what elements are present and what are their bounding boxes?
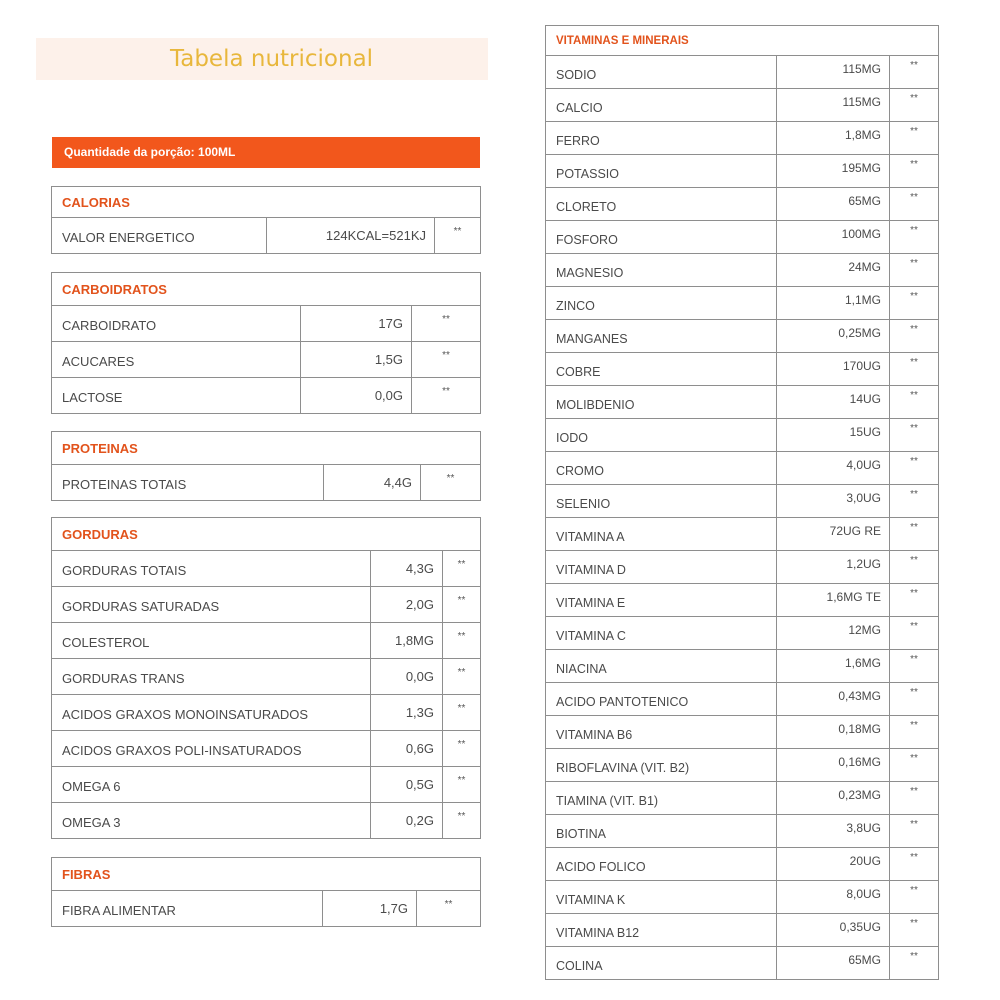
nutrient-value: 3,8UG — [777, 815, 890, 848]
nutrient-value: 24MG — [777, 254, 890, 287]
nutrient-value: 2,0G — [371, 587, 443, 623]
daily-value-ref: ** — [890, 848, 939, 881]
daily-value-ref: ** — [890, 749, 939, 782]
nutrient-name: COLESTEROL — [52, 623, 371, 659]
daily-value-ref: ** — [435, 218, 481, 254]
nutrient-value: 0,16MG — [777, 749, 890, 782]
nutrient-row — [546, 650, 939, 683]
nutrient-value: 15UG — [777, 419, 890, 452]
daily-value-ref: ** — [890, 518, 939, 551]
daily-value-ref: ** — [890, 584, 939, 617]
nutrient-name: RIBOFLAVINA (VIT. B2) — [546, 749, 777, 782]
nutrient-row — [52, 551, 481, 587]
daily-value-ref: ** — [890, 716, 939, 749]
daily-value-ref: ** — [890, 815, 939, 848]
daily-value-ref: ** — [890, 56, 939, 89]
nutrient-row — [546, 914, 939, 947]
nutrient-row — [546, 122, 939, 155]
vitaminas-section-title: VITAMINAS E MINERAIS — [546, 26, 939, 56]
nutrient-value: 0,43MG — [777, 683, 890, 716]
nutrient-row — [52, 695, 481, 731]
daily-value-ref: ** — [890, 287, 939, 320]
daily-value-ref: ** — [890, 122, 939, 155]
nutrient-row — [546, 386, 939, 419]
nutrient-row — [546, 254, 939, 287]
nutrient-name: TIAMINA (VIT. B1) — [546, 782, 777, 815]
nutrient-row — [546, 89, 939, 122]
daily-value-ref: ** — [443, 731, 481, 767]
nutrient-row — [546, 485, 939, 518]
nutrient-row — [546, 188, 939, 221]
nutrient-row — [546, 56, 939, 89]
nutrient-name: CALCIO — [546, 89, 777, 122]
nutrient-name: OMEGA 6 — [52, 767, 371, 803]
proteinas-section-title: PROTEINAS — [52, 432, 481, 465]
nutrient-value: 72UG RE — [777, 518, 890, 551]
nutrient-name: SELENIO — [546, 485, 777, 518]
daily-value-ref: ** — [890, 221, 939, 254]
nutrient-name: ACIDOS GRAXOS POLI-INSATURADOS — [52, 731, 371, 767]
carboidratos-table — [51, 272, 481, 414]
daily-value-ref: ** — [890, 782, 939, 815]
nutrient-value: 1,5G — [301, 342, 412, 378]
nutrient-row — [52, 306, 481, 342]
daily-value-ref: ** — [443, 623, 481, 659]
daily-value-ref: ** — [890, 89, 939, 122]
daily-value-ref: ** — [443, 803, 481, 839]
nutrient-value: 0,23MG — [777, 782, 890, 815]
daily-value-ref: ** — [443, 587, 481, 623]
fibras-section-title: FIBRAS — [52, 858, 481, 891]
nutrient-value: 1,8MG — [371, 623, 443, 659]
nutrient-value: 8,0UG — [777, 881, 890, 914]
nutrient-value: 1,8MG — [777, 122, 890, 155]
nutrient-row — [546, 881, 939, 914]
daily-value-ref: ** — [443, 659, 481, 695]
nutrient-row — [52, 587, 481, 623]
nutrient-value: 0,18MG — [777, 716, 890, 749]
daily-value-ref: ** — [890, 485, 939, 518]
nutrient-row — [546, 947, 939, 980]
nutrient-name: VITAMINA B6 — [546, 716, 777, 749]
nutrient-row — [52, 342, 481, 378]
nutrient-name: POTASSIO — [546, 155, 777, 188]
nutrient-name: FIBRA ALIMENTAR — [52, 891, 323, 927]
nutrient-value: 124KCAL=521KJ — [267, 218, 435, 254]
daily-value-ref: ** — [443, 767, 481, 803]
daily-value-ref: ** — [412, 342, 481, 378]
nutrient-row — [546, 815, 939, 848]
nutrient-name: FERRO — [546, 122, 777, 155]
nutrient-row — [52, 803, 481, 839]
nutrient-value: 4,0UG — [777, 452, 890, 485]
nutrient-name: GORDURAS SATURADAS — [52, 587, 371, 623]
nutrient-value: 65MG — [777, 947, 890, 980]
nutrient-name: CLORETO — [546, 188, 777, 221]
nutrient-value: 12MG — [777, 617, 890, 650]
nutrient-value: 4,4G — [324, 465, 421, 501]
daily-value-ref: ** — [443, 695, 481, 731]
nutrient-row — [546, 716, 939, 749]
nutrient-value: 20UG — [777, 848, 890, 881]
nutrient-value: 1,1MG — [777, 287, 890, 320]
nutrient-name: NIACINA — [546, 650, 777, 683]
calorias-section-title: CALORIAS — [52, 187, 481, 218]
nutrient-value: 65MG — [777, 188, 890, 221]
nutrient-name: VITAMINA D — [546, 551, 777, 584]
nutrient-value: 1,6MG — [777, 650, 890, 683]
nutrient-row — [52, 623, 481, 659]
nutrient-name: BIOTINA — [546, 815, 777, 848]
daily-value-ref: ** — [412, 306, 481, 342]
nutrient-row — [546, 848, 939, 881]
nutrient-name: FOSFORO — [546, 221, 777, 254]
nutrient-name: MANGANES — [546, 320, 777, 353]
nutrient-value: 17G — [301, 306, 412, 342]
fibras-table — [51, 857, 481, 927]
nutrient-row — [546, 419, 939, 452]
carboidratos-section-title: CARBOIDRATOS — [52, 273, 481, 306]
nutrient-value: 3,0UG — [777, 485, 890, 518]
daily-value-ref: ** — [890, 881, 939, 914]
nutrient-value: 0,2G — [371, 803, 443, 839]
daily-value-ref: ** — [412, 378, 481, 414]
nutrient-row — [546, 452, 939, 485]
nutrient-value: 14UG — [777, 386, 890, 419]
nutrient-row — [52, 659, 481, 695]
nutrient-row — [52, 891, 481, 927]
nutrient-value: 0,0G — [301, 378, 412, 414]
nutrient-name: IODO — [546, 419, 777, 452]
daily-value-ref: ** — [890, 650, 939, 683]
nutrient-name: ACIDO FOLICO — [546, 848, 777, 881]
nutrient-name: VALOR ENERGETICO — [52, 218, 267, 254]
proteinas-table — [51, 431, 481, 501]
nutrient-row — [546, 749, 939, 782]
nutrient-value: 100MG — [777, 221, 890, 254]
nutrient-row — [546, 221, 939, 254]
nutrient-row — [546, 617, 939, 650]
nutrient-name: COBRE — [546, 353, 777, 386]
nutrient-value: 1,7G — [323, 891, 417, 927]
nutrient-value: 4,3G — [371, 551, 443, 587]
daily-value-ref: ** — [421, 465, 481, 501]
nutrient-name: CARBOIDRATO — [52, 306, 301, 342]
nutrient-value: 115MG — [777, 56, 890, 89]
daily-value-ref: ** — [890, 254, 939, 287]
nutrient-row — [52, 218, 481, 254]
nutrient-row — [546, 518, 939, 551]
nutrient-name: VITAMINA B12 — [546, 914, 777, 947]
nutrient-name: PROTEINAS TOTAIS — [52, 465, 324, 501]
gorduras-table — [51, 517, 481, 839]
nutrient-name: CROMO — [546, 452, 777, 485]
nutrient-row — [546, 584, 939, 617]
nutrient-row — [52, 378, 481, 414]
gorduras-section-title: GORDURAS — [52, 518, 481, 551]
portion-banner: Quantidade da porção: 100ML — [52, 137, 480, 168]
nutrient-name: VITAMINA C — [546, 617, 777, 650]
nutrient-row — [546, 320, 939, 353]
nutrient-row — [546, 287, 939, 320]
nutrient-row — [546, 551, 939, 584]
daily-value-ref: ** — [443, 551, 481, 587]
nutrient-name: GORDURAS TOTAIS — [52, 551, 371, 587]
nutrient-name: MAGNESIO — [546, 254, 777, 287]
daily-value-ref: ** — [890, 617, 939, 650]
daily-value-ref: ** — [417, 891, 481, 927]
nutrient-value: 115MG — [777, 89, 890, 122]
daily-value-ref: ** — [890, 947, 939, 980]
daily-value-ref: ** — [890, 683, 939, 716]
nutrient-value: 0,25MG — [777, 320, 890, 353]
nutrient-row — [52, 767, 481, 803]
daily-value-ref: ** — [890, 551, 939, 584]
daily-value-ref: ** — [890, 353, 939, 386]
nutrient-value: 0,5G — [371, 767, 443, 803]
nutrient-value: 0,35UG — [777, 914, 890, 947]
nutrient-name: MOLIBDENIO — [546, 386, 777, 419]
nutrient-value: 1,6MG TE — [777, 584, 890, 617]
calorias-table — [51, 186, 481, 254]
nutrient-name: COLINA — [546, 947, 777, 980]
nutrient-name: ACUCARES — [52, 342, 301, 378]
page-title: Tabela nutricional — [170, 46, 374, 72]
nutrient-name: ACIDO PANTOTENICO — [546, 683, 777, 716]
daily-value-ref: ** — [890, 155, 939, 188]
daily-value-ref: ** — [890, 452, 939, 485]
nutrient-row — [52, 465, 481, 501]
nutrient-value: 1,2UG — [777, 551, 890, 584]
daily-value-ref: ** — [890, 188, 939, 221]
nutrient-row — [546, 155, 939, 188]
nutrient-value: 170UG — [777, 353, 890, 386]
nutrient-value: 1,3G — [371, 695, 443, 731]
daily-value-ref: ** — [890, 320, 939, 353]
nutrient-value: 0,6G — [371, 731, 443, 767]
nutrient-row — [546, 353, 939, 386]
nutrient-value: 195MG — [777, 155, 890, 188]
vitaminas-minerais-table — [545, 25, 939, 980]
nutrient-name: SODIO — [546, 56, 777, 89]
daily-value-ref: ** — [890, 914, 939, 947]
nutrient-name: ZINCO — [546, 287, 777, 320]
nutrient-name: OMEGA 3 — [52, 803, 371, 839]
nutrient-name: VITAMINA K — [546, 881, 777, 914]
daily-value-ref: ** — [890, 419, 939, 452]
nutrient-row — [52, 731, 481, 767]
nutrient-value: 0,0G — [371, 659, 443, 695]
nutrient-row — [546, 782, 939, 815]
nutrient-name: VITAMINA E — [546, 584, 777, 617]
nutrient-name: VITAMINA A — [546, 518, 777, 551]
nutrient-row — [546, 683, 939, 716]
daily-value-ref: ** — [890, 386, 939, 419]
nutrient-name: GORDURAS TRANS — [52, 659, 371, 695]
nutrient-name: ACIDOS GRAXOS MONOINSATURADOS — [52, 695, 371, 731]
nutrient-name: LACTOSE — [52, 378, 301, 414]
